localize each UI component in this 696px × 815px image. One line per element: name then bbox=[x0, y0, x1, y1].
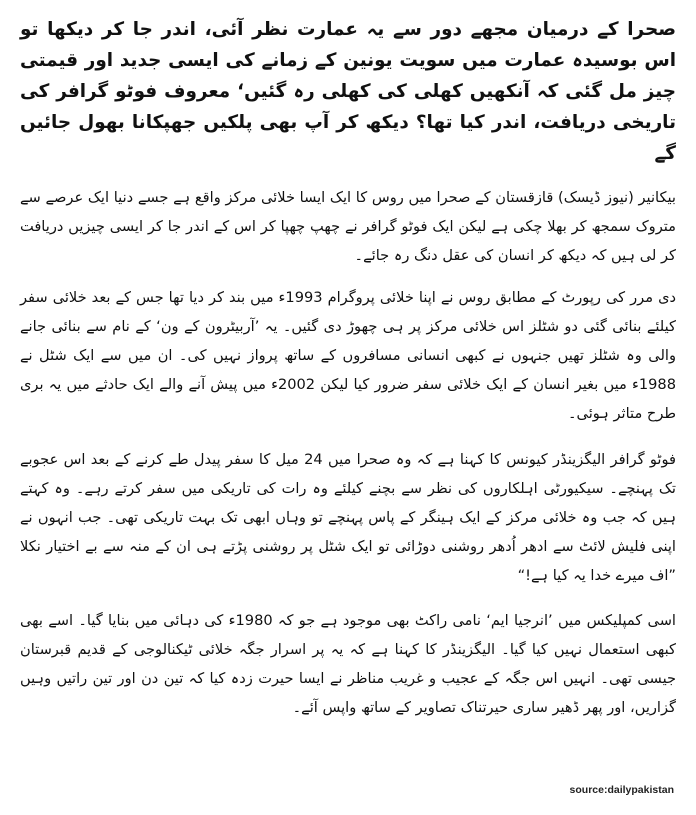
article-lead: صحرا کے درمیان مجھے دور سے یہ عمارت نظر آئی، اندر جا کر دیکھا تو اس بوسیدہ عمارت میں سویت یونین کے زمانے کی ایسی جدید اور قیمتی چیز مل گئی کہ آنکھیں کھلی کی کھلی رہ گئیں‘ معروف فوٹو گرافر کی تاریخی دریافت، اندر کیا تھا؟ دیکھ کر آپ بھی پلکیں جھپکانا بھول جائیں گے bbox=[20, 19, 676, 164]
source-credit: source:dailypakistan bbox=[569, 784, 674, 796]
article-paragraph-1: بیکانیر (نیوز ڈیسک) قازقستان کے صحرا میں روس کا ایک ایسا خلائی مرکز واقع ہے جسے دنیا ایک عرصے سے متروک سمجھ کر بھلا چکی ہے لیکن ایک فوٹو گرافر نے چھپ چھپا کر اس کے اندر جا کر ایسی چیزیں دریافت کر لی ہیں کہ دیکھ کر انسان کی عقل دنگ رہ جائے۔ bbox=[20, 189, 676, 264]
article-paragraph-2: دی مرر کی رپورٹ کے مطابق روس نے اپنا خلائی پروگرام 1993ء میں بند کر دیا تھا جس کے بعد خلائی سفر کیلئے بنائی گئی دو شٹلز اس خلائی مرکز پر ہی چھوڑ دی گئیں۔ یہ ’آربیٹرون کے ون‘ کے نام سے بنائی جانے والی وہ شٹلز تھیں جنہوں نے کبھی انسانی مسافروں کے ساتھ پرواز نہیں کی۔ ان میں سے ایک شٹل نے 1988ء میں بغیر انسان کے ایک خلائی سفر ضرور کیا لیکن 2002ء میں پیش آنے والے ایک حادثے میں یہ بری طرح متاثر ہوئی۔ bbox=[20, 289, 676, 422]
article-paragraph-3: فوٹو گرافر الیگزینڈر کیونس کا کہنا ہے کہ وہ صحرا میں 24 میل کا سفر پیدل طے کرنے کے بعد اس عجوبے تک پہنچے۔ سیکیورٹی اہلکاروں کی نظر سے بچنے کیلئے وہ رات کی تاریکی میں سفر کرتے رہے۔ وہ کہتے ہیں کہ جب وہ خلائی مرکز کے ایک ہینگر کے پاس پہنچے تو وہاں ابھی تک بہت تاریکی تھی۔ جب انہوں نے اپنی فلیش لائٹ سے ادھر اُدھر روشنی دوڑائی تو ایک شٹل پر روشنی پڑتے ہی ان کے منہ سے بے اختیار نکلا ”اف میرے خدا یہ کیا ہے!“ bbox=[20, 451, 676, 584]
article-paragraph-4: اسی کمپلیکس میں ’انرجیا ایم‘ نامی راکٹ بھی موجود ہے جو کہ 1980ء کی دہائی میں بنایا گیا۔ اسے بھی کبھی استعمال نہیں کیا گیا۔ الیگزینڈر کا کہنا ہے کہ یہ پر اسرار جگہ خلائی ٹیکنالوجی کے قدیم قبرستان جیسی تھی۔ انہیں اس جگہ کے عجیب و غریب مناظر نے ایسا حیرت زدہ کیا کہ تین دن اور تین راتیں وہیں گزاریں، اور پھر ڈھیر ساری حیرتناک تصاویر کے ساتھ واپس آئے۔ bbox=[20, 612, 676, 716]
